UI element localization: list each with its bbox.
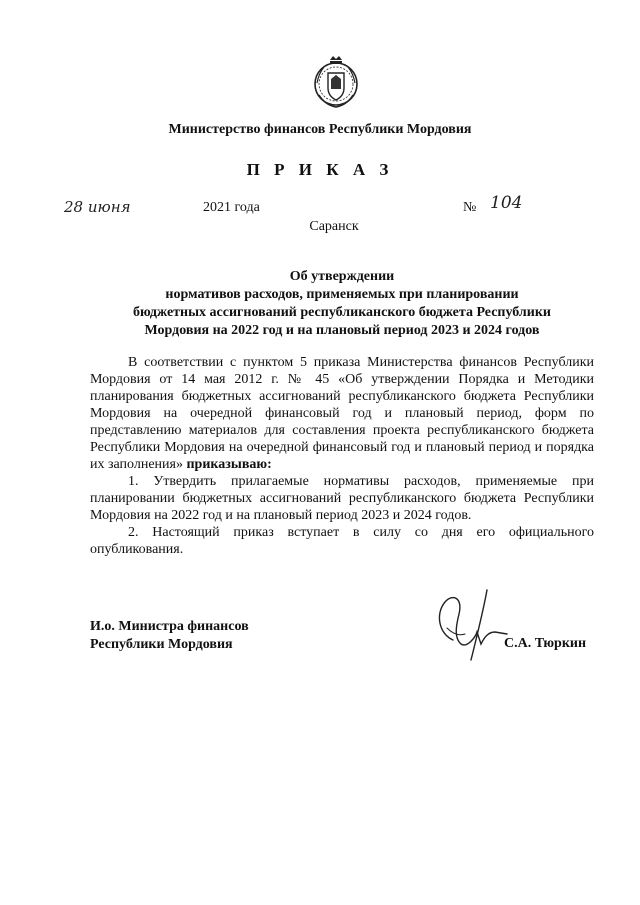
ministry-name: Министерство финансов Республики Мордовия <box>168 122 472 137</box>
subject-line: Мордовия на 2022 год и на плановый период 2023 и 2024 годов <box>144 323 540 338</box>
order-item-1: 1. Утвердить прилагаемые нормативы расходов, применяемые при планировании бюджетных ассигнований республиканского бюджета Республики Мордовия на 2022 год и на плановый период 2023 и 2024 годов. <box>90 474 594 523</box>
order-item-2: 2. Настоящий приказ вступает в силу со дня его официального опубликования. <box>90 525 594 557</box>
order-number-sign: № <box>463 200 477 215</box>
subject-line: нормативов расходов, применяемых при планировании <box>165 287 519 302</box>
signer-position-line: И.о. Министра финансов <box>90 619 249 634</box>
subject-line: бюджетных ассигнований республиканского бюджета Республики <box>133 305 551 320</box>
preamble-paragraph <box>90 354 594 473</box>
signer-name: С.А. Тюркин <box>504 636 587 651</box>
document-type-title: П Р И К А З <box>246 160 394 179</box>
order-city: Саранск <box>309 219 359 234</box>
coat-of-arms-emblem <box>311 55 361 111</box>
order-word: приказываю: <box>186 457 272 472</box>
order-number-handwritten: 104 <box>490 193 523 213</box>
order-year: 2021 года <box>203 200 260 215</box>
order-body <box>90 354 594 558</box>
signer-position <box>90 618 249 654</box>
order-subject <box>90 268 594 340</box>
signer-position-line: Республики Мордовия <box>90 637 233 652</box>
preamble-text: В соответствии с пунктом 5 приказа Министерства финансов Республики Мордовия от 14 мая 2012 г. № 45 «Об утверждении Порядка и Методики планирования бюджетных ассигнований республиканского бюджета Республики Мордовия на очередной финансовый год и плановый период, форм по представлению материалов для составления проекта республиканского бюджета Республики Мордовия на очередной финансовый год и плановый период и порядка их заполнения» <box>90 355 594 472</box>
subject-line: Об утверждении <box>289 269 395 284</box>
order-date-handwritten: 28 июня <box>64 198 131 216</box>
